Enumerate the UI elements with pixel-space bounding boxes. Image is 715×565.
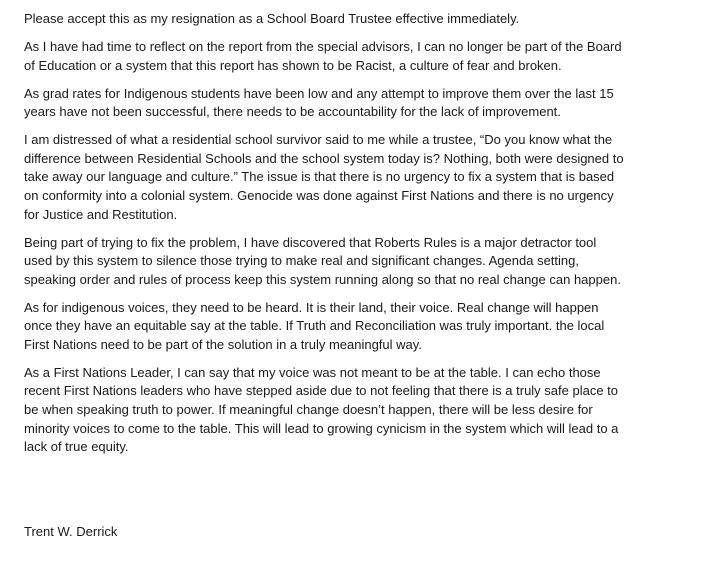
paragraph-first-nations-leader: As a First Nations Leader, I can say that my voice was not meant to be at the table. I can echo those recent First Nations leaders who have stepped aside due to not feeling that there is a truly safe place to be when speaking truth to power. If meaningful change doesn’t happen, there will be less desire for minority voices to come to the table. This will lead to growing cynicism in the system which will lead to a lack of true equity. (24, 364, 619, 455)
letter-body (24, 10, 704, 466)
signature: Trent W. Derrick (24, 524, 118, 539)
paragraph-indigenous-voices: As for indigenous voices, they need to be heard. It is their land, their voice. Real change will happen once they have an equitable say at the table. If Truth and Reconciliation was truly important. the local First Nations need to be part of the solution in a truly meaningful way. (24, 299, 605, 352)
paragraph-roberts-rules: Being part of trying to fix the problem, I have discovered that Roberts Rules is a major detractor tool used by this system to silence those trying to make real and significant changes. Agenda setting, speaking order and rules of process keep this system running along so that no real change can happen. (24, 234, 621, 287)
paragraph-survivor-quote: I am distressed of what a residential school survivor said to me while a trustee, “Do you know what the difference between Residential Schools and the school system today is? Nothing, both were designed to take away our language and culture.” The issue is that there is no urgency to fix a system that is based on conformity into a colonial system. Genocide was done against First Nations and there is no urgency for Justice and Restitution. (24, 132, 624, 222)
paragraph-resignation: Please accept this as my resignation as a School Board Trustee effective immediately. (24, 11, 520, 26)
paragraph-grad-rates: As grad rates for Indigenous students have been low and any attempt to improve them over the last 15 years have not been successful, there needs to be accountability for the lack of improvement. (24, 85, 614, 120)
paragraph-report-reflection: As I have had time to reflect on the report from the special advisors, I can no longer be part of the Board of Education or a system that this report has shown to be Racist, a culture of fear and broken. (24, 38, 622, 73)
